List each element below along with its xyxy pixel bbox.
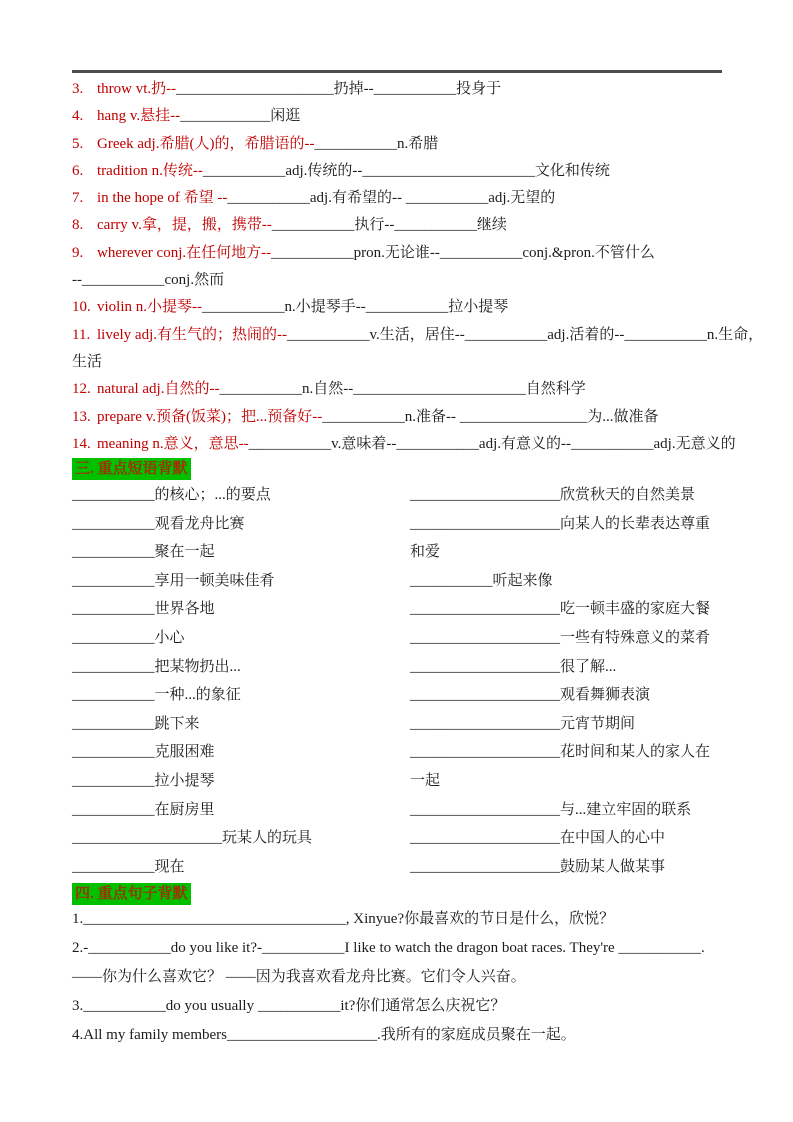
phrase-item-right: ____________________与...建立牢固的联系 — [410, 801, 692, 818]
vocab-item-number: 10. — [72, 299, 91, 316]
vocab-item-headword: Greek adj.希腊(人)的，希腊语的-- — [97, 135, 315, 152]
sentence-item: ——你为什么喜欢它？ ——因为我喜欢看龙舟比赛。它们令人兴奋。 — [72, 969, 526, 985]
vocab-item-number: 5. — [72, 135, 84, 152]
vocab-item-blanks: ___________adj.传统的--_______________________文化和传统 — [202, 162, 610, 179]
vocab-item-blanks: ___________n.希腊 — [314, 135, 439, 152]
vocab-item — [72, 212, 772, 239]
vocab-item-blanks: 生活 — [72, 353, 103, 370]
section-heading-sentences: 四. 重点句子背默 — [72, 883, 191, 905]
vocab-item-number: 4. — [72, 108, 84, 125]
phrase-item-left: ___________观看龙舟比赛 — [72, 515, 245, 532]
phrase-list — [72, 481, 772, 881]
phrase-item-left: ___________在厨房里 — [72, 801, 215, 818]
vocab-item — [72, 404, 772, 431]
sentence-item: 1.___________________________________, Xinyue?你最喜欢的节日是什么，欣悦？ — [72, 911, 615, 927]
vocab-item-headword: violin n.小提琴-- — [97, 299, 202, 316]
phrase-item-left: ___________世界各地 — [72, 601, 215, 618]
phrase-item-right: ___________听起来像 — [410, 572, 553, 589]
section-heading-phrases: 三. 重点短语背默 — [72, 458, 191, 480]
vocab-item-headword: tradition n.传统-- — [97, 162, 203, 179]
vocab-item-headword: meaning n.意义，意思-- — [97, 435, 249, 452]
vocab-item-blanks: ___________n.小提琴手--___________拉小提琴 — [202, 299, 509, 316]
vocab-item — [72, 158, 772, 185]
vocab-item-blanks: ___________pron.无论谁--___________conj.&pron.不管什么 — [271, 244, 655, 261]
vocab-item-headword: wherever conj.在任何地方-- — [97, 244, 272, 261]
vocab-item — [72, 185, 772, 212]
vocab-item — [72, 131, 772, 158]
vocab-item-number: 11. — [72, 326, 91, 343]
phrase-item-right: ____________________向某人的长辈表达尊重 — [410, 515, 711, 532]
vocab-item-number: 8. — [72, 217, 84, 234]
phrase-item-left: ___________的核心；...的要点 — [72, 487, 271, 503]
vocab-item-blanks: _____________________扔掉--___________投身于 — [176, 81, 502, 97]
phrase-item-right: ____________________鼓励某人做某事 — [410, 858, 666, 875]
vocab-item-number: 9. — [72, 244, 84, 261]
vocab-item-number: 12. — [72, 381, 91, 398]
vocab-item-blanks: ___________n.自然--_______________________自然科学 — [219, 381, 586, 398]
phrase-item-right: 和爱 — [410, 544, 441, 561]
phrase-item-left: ____________________玩某人的玩具 — [72, 830, 313, 847]
phrase-item-right: ____________________花时间和某人的家人在 — [410, 744, 711, 761]
vocab-item-number: 14. — [72, 435, 91, 452]
vocab-item — [72, 349, 772, 376]
vocab-item — [72, 376, 772, 403]
phrase-item-right: ____________________一些有特殊意义的菜肴 — [410, 629, 711, 646]
vocab-item-headword: lively adj.有生气的；热闹的-- — [97, 326, 287, 343]
phrase-item-left: ___________小心 — [72, 629, 185, 646]
vocab-item — [72, 431, 772, 458]
sentence-item: 3.___________do you usually ___________it?你们通常怎么庆祝它？ — [72, 998, 506, 1014]
vocab-item-headword: carry v.拿，提，搬，携带-- — [97, 217, 272, 234]
phrase-item-right: 一起 — [410, 772, 441, 789]
vocab-item-blanks: ___________v.生活，居住--___________adj.活着的--___________n.生命， — [286, 326, 764, 343]
vocab-item-blanks: ___________v.意味着--___________adj.有意义的--___________adj.无意义的 — [248, 435, 736, 452]
vocab-item — [72, 322, 772, 349]
vocab-item-blanks: ___________n.准备-- _________________为...做准备 — [322, 408, 659, 425]
phrase-item-left: ___________克服困难 — [72, 744, 215, 761]
vocab-item-number: 3. — [72, 81, 84, 97]
vocab-item-number: 13. — [72, 408, 91, 425]
sentence-item: 2.-___________do you like it?-___________I like to watch the dragon boat races. They're ___________. — [72, 940, 705, 956]
phrase-item-right: ____________________欣赏秋天的自然美景 — [410, 487, 696, 503]
vocab-item-blanks: ____________闲逛 — [180, 108, 301, 125]
phrase-item-left: ___________聚在一起 — [72, 544, 215, 561]
phrase-item-right: ____________________吃一顿丰盛的家庭大餐 — [410, 601, 711, 618]
phrase-item-left: ___________现在 — [72, 858, 185, 875]
vocab-item-headword: natural adj.自然的-- — [97, 381, 220, 398]
vocab-item-headword: hang v.悬挂-- — [97, 108, 181, 125]
vocab-list — [72, 76, 772, 458]
sentence-list — [72, 905, 792, 1050]
phrase-item-right: ____________________观看舞狮表演 — [410, 687, 651, 704]
phrase-item-right: ____________________元宵节期间 — [410, 715, 636, 732]
vocab-item-number: 6. — [72, 162, 84, 179]
vocab-item-blanks: ___________adj.有希望的-- ___________adj.无望的 — [227, 190, 556, 207]
vocab-item-blanks: --___________conj.然而 — [72, 272, 225, 289]
phrase-item-left: ___________跳下来 — [72, 715, 200, 732]
vocab-item-number: 7. — [72, 190, 84, 207]
phrase-item-left: ___________拉小提琴 — [72, 772, 215, 789]
top-rule — [72, 70, 722, 73]
vocab-item-headword: throw vt.扔-- — [97, 81, 177, 97]
phrase-item-left: ___________把某物扔出... — [72, 658, 241, 675]
vocab-item-headword: prepare v.预备(饭菜)；把...预备好-- — [97, 408, 323, 425]
phrase-item-left: ___________享用一顿美味佳肴 — [72, 572, 275, 589]
vocab-item — [72, 267, 772, 294]
phrase-item-right: ____________________在中国人的心中 — [410, 830, 666, 847]
vocab-item-blanks: ___________执行--___________继续 — [271, 217, 507, 234]
vocab-item — [72, 103, 772, 130]
vocab-item — [72, 240, 772, 267]
vocab-item — [72, 76, 772, 103]
vocab-item — [72, 294, 772, 321]
sentence-item: 4.All my family members____________________.我所有的家庭成员聚在一起。 — [72, 1027, 576, 1043]
phrase-item-left: ___________一种...的象征 — [72, 687, 241, 704]
phrase-item-right: ____________________很了解... — [410, 658, 617, 675]
vocab-item-headword: in the hope of 希望 -- — [97, 190, 228, 207]
